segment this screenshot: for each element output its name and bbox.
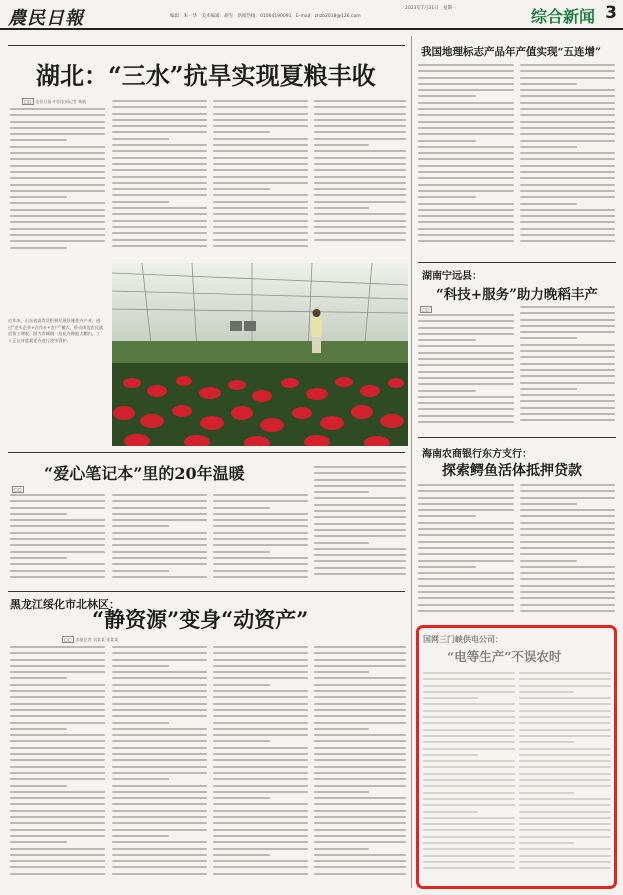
greenhouse-flower-photo (112, 263, 408, 446)
headline-power: “电等生产”不误农时 (447, 649, 562, 664)
article-body (213, 100, 308, 256)
article-body (213, 494, 308, 586)
article-body (112, 494, 207, 586)
divider (8, 591, 405, 592)
divider (418, 437, 616, 438)
divider (8, 45, 405, 46)
article-body (112, 646, 207, 886)
divider (418, 262, 616, 263)
newspaper-logo: 農民日報 (8, 8, 84, 29)
article-body (213, 646, 308, 886)
column-separator (411, 36, 412, 888)
article-body (520, 64, 615, 256)
headline-geo: 我国地理标志产品年产值实现“五连增” (421, 46, 602, 58)
greenhouse-photo-art (112, 263, 408, 446)
headline-notebook: “爱心笔记本”里的20年温暖 (44, 464, 245, 483)
photo-caption: 近年来，山东省高青县积极发展设施花卉产业，通过“龙头企业+合作社+农户”模式，带动周边农民就近务工增收。图为青城镇一处花卉种植大棚内，工人正在对盆栽花卉进行浇水管护。 (8, 318, 104, 343)
kicker-hunan: 湖南宁远县： (422, 271, 482, 282)
article-body (520, 306, 615, 432)
kicker-hainan: 海南农商银行东方支行： (422, 449, 532, 460)
section-title: 综合新闻 (530, 7, 595, 26)
byline-notebook: □□ (14, 487, 22, 492)
article-body (314, 646, 406, 886)
kicker-power: 国网三门峡供电公司： (423, 634, 503, 644)
page-number: 3 (605, 3, 617, 23)
headline-heilongjiang: “静资源”变身“动资产” (92, 607, 309, 632)
byline-hubei: □□ 农民日报·中国农网记者 杨帆 (24, 99, 87, 104)
editor-info: 编辑：朱一华 美术编辑：胡雪 新闻热线：01064190091 E-mail：zhzb2018@126.com (170, 14, 361, 19)
kicker-heilongjiang: 黑龙江绥化市北林区： (10, 598, 120, 611)
article-body (10, 108, 105, 256)
article-body (112, 100, 207, 256)
headline-hainan: 探索鳄鱼活体抵押贷款 (442, 463, 582, 479)
article-body (10, 646, 105, 886)
article-body (520, 484, 615, 620)
masthead (0, 0, 623, 30)
article-body (314, 466, 406, 586)
article-body (418, 64, 514, 256)
article-body (418, 314, 514, 432)
byline-hunan: □□ (422, 307, 430, 312)
headline-hunan: “科技+服务”助力晚稻丰产 (436, 287, 598, 303)
article-body (314, 100, 406, 256)
highlight-box (416, 625, 617, 889)
headline-hubei: 湖北：“三水”抗旱实现夏粮丰收 (36, 61, 376, 90)
issue-date: 2023年7月31日 星期一 (405, 6, 457, 11)
article-body (418, 484, 514, 620)
byline-heilongjiang: □□ 本报记者 刘某某 张某某 (64, 637, 119, 642)
divider (8, 452, 405, 453)
article-body (10, 494, 105, 586)
